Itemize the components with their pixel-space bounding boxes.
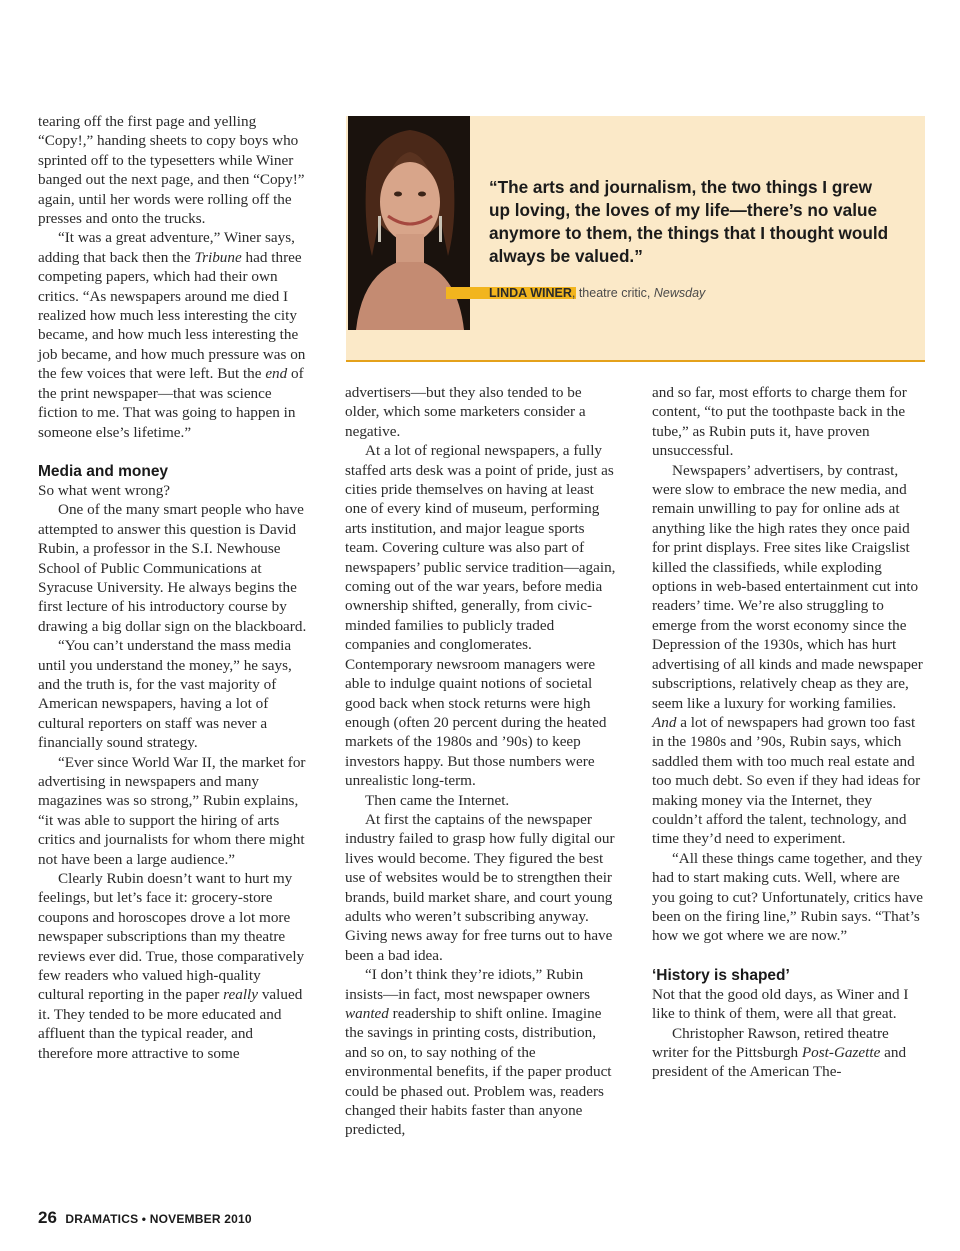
paragraph: Clearly Rubin doesn’t want to hurt my feelings, but let’s face it: grocery-store coupons and horoscopes drove a lot more newspaper subscriptions than my theatre reviews ever did. True, those comparatively few readers who valued high-quality cultural reporting in the paper really valued it. They tended to be more educated and affluent than the typical reader, and therefore more attractive to some: [38, 870, 305, 1062]
section-heading: ‘History is shaped’: [652, 966, 790, 984]
attribution-text: LINDA WINER, theatre critic, Newsday: [489, 286, 706, 300]
paragraph: Newspapers’ advertisers, by contrast, were slow to embrace the new media, and remain unwilling to pay for online ads at anything like the high rates they once paid for print displays. Free sites like Craigslist killed the classifieds, while exploding options in web-based entertainment cut into readers’ time. We’re also struggling to emerge from the worst economy since the Depression of the 1930s, which has hurt advertising of all kinds and made newspaper subscriptions, relatively cheap as they are, seem like a luxury for working families. And a lot of newspapers had grown too fast in the 1980s and ’90s, Rubin says, which saddled them with too much real estate and too much debt. So even if they had ideas for making money via the Internet, they couldn’t afford the talent, technology, and time they’d need to experiment.: [652, 461, 923, 848]
article-column-1: [38, 112, 310, 1063]
paragraph: Then came the Internet.: [365, 791, 510, 809]
paragraph: Not that the good old days, as Winer and I like to think of them, were all that great.: [652, 985, 909, 1023]
page-footer: [38, 1208, 252, 1228]
section-heading: Media and money: [38, 462, 169, 480]
paragraph: At first the captains of the newspaper industry failed to grasp how fully digital our lives would become. They figured the best use of websites would be to strengthen their brands, build market share, and court young adults who weren’t subscribing anyway. Giving news away for free turns out to have been a bad idea.: [345, 810, 615, 964]
publication-label: DRAMATICS • NOVEMBER 2010: [65, 1212, 252, 1226]
article-column-2: [345, 383, 617, 1140]
paragraph: One of the many smart people who have attempted to answer this question is David Rubin, a professor in the S.I. Newhouse School of Public Communications at Syracuse University. He always begins the first lecture of his introductory course by drawing a big dollar sign on the blackboard.: [38, 501, 307, 635]
article-column-3: [652, 383, 924, 1082]
pull-quote-text: “The arts and journalism, the two things I grew up loving, the loves of my life—there’s no value anymore to them, the things that I thought would always be valued.”: [489, 177, 889, 266]
paragraph: At a lot of regional newspapers, a fully staffed arts desk was a point of pride, just as cities pride themselves on having at least one of every kind of museum, performing arts institution, and major league sports team. Covering culture was also part of newspapers’ public service tradition—again, coming out of the war years, before media ownership shifted, generally, from civic-minded families to publicly traded companies and conglomerates. Contemporary newsroom managers were able to indulge quaint notions of societal good back when stock returns were high enough (often 20 percent during the heated markets of the 1980s and ’90s) to keep investors happy. But those numbers were unrealistic long-term.: [345, 442, 616, 790]
paragraph: Christopher Rawson, retired theatre writer for the Pittsburgh Post-Gazette and president of the American The-: [652, 1024, 907, 1081]
paragraph: and so far, most efforts to charge them for content, “to put the toothpaste back in the tube,” as Rubin puts it, have proven unsuccessful.: [652, 384, 907, 460]
paragraph: “All these things came together, and they had to start making cuts. Well, where are you going to cut? Unfortunately, critics have been on the firing line,” Rubin says. “That’s how we got where we are now.”: [652, 849, 924, 945]
page-number: 26: [38, 1208, 57, 1227]
paragraph: “It was a great adventure,” Winer says, adding that back then the Tribune had three competing papers, which had their own critics. “As newspapers around me died I realized how much less interesting the city became, and how much less interesting the job became, and how much pressure was on the few voices that were left. But the end of the print newspaper—that was science fiction to me. That was going to happen in someone else’s lifetime.”: [38, 229, 306, 441]
paragraph: So what went wrong?: [38, 481, 171, 499]
pull-quote-box: [346, 116, 925, 362]
paragraph: “You can’t understand the mass media until you understand the money,” he says, and the truth is, for the vast majority of American newspapers, having a lot of cultural reporters on staff was never a financially sound strategy.: [38, 637, 292, 752]
paragraph: “I don’t think they’re idiots,” Rubin insists—in fact, most newspaper owners wanted readership to shift online. Imagine the savings in printing costs, distribution, and so on, to say nothing of the environmental benefits, if the paper product could be phased out. Problem was, readers changed their habits faster than anyone predicted,: [345, 966, 612, 1139]
attribution: [446, 284, 911, 304]
paragraph: tearing off the first page and yelling “Copy!,” handing sheets to copy boys who sprinted off to the typesetters while Winer banged out the next page, and then “Copy!” again, until her words were rolling off the presses and onto the trucks.: [38, 113, 305, 228]
paragraph: “Ever since World War II, the market for advertising in newspapers and many magazines was so strong,” Rubin explains, “it was able to support the hiring of arts critics and journalists for whom there might not have been a large audience.”: [38, 753, 306, 868]
paragraph: advertisers—but they also tended to be older, which some marketers consider a negative.: [345, 384, 586, 440]
attribution-name: LINDA WINER: [489, 286, 572, 300]
